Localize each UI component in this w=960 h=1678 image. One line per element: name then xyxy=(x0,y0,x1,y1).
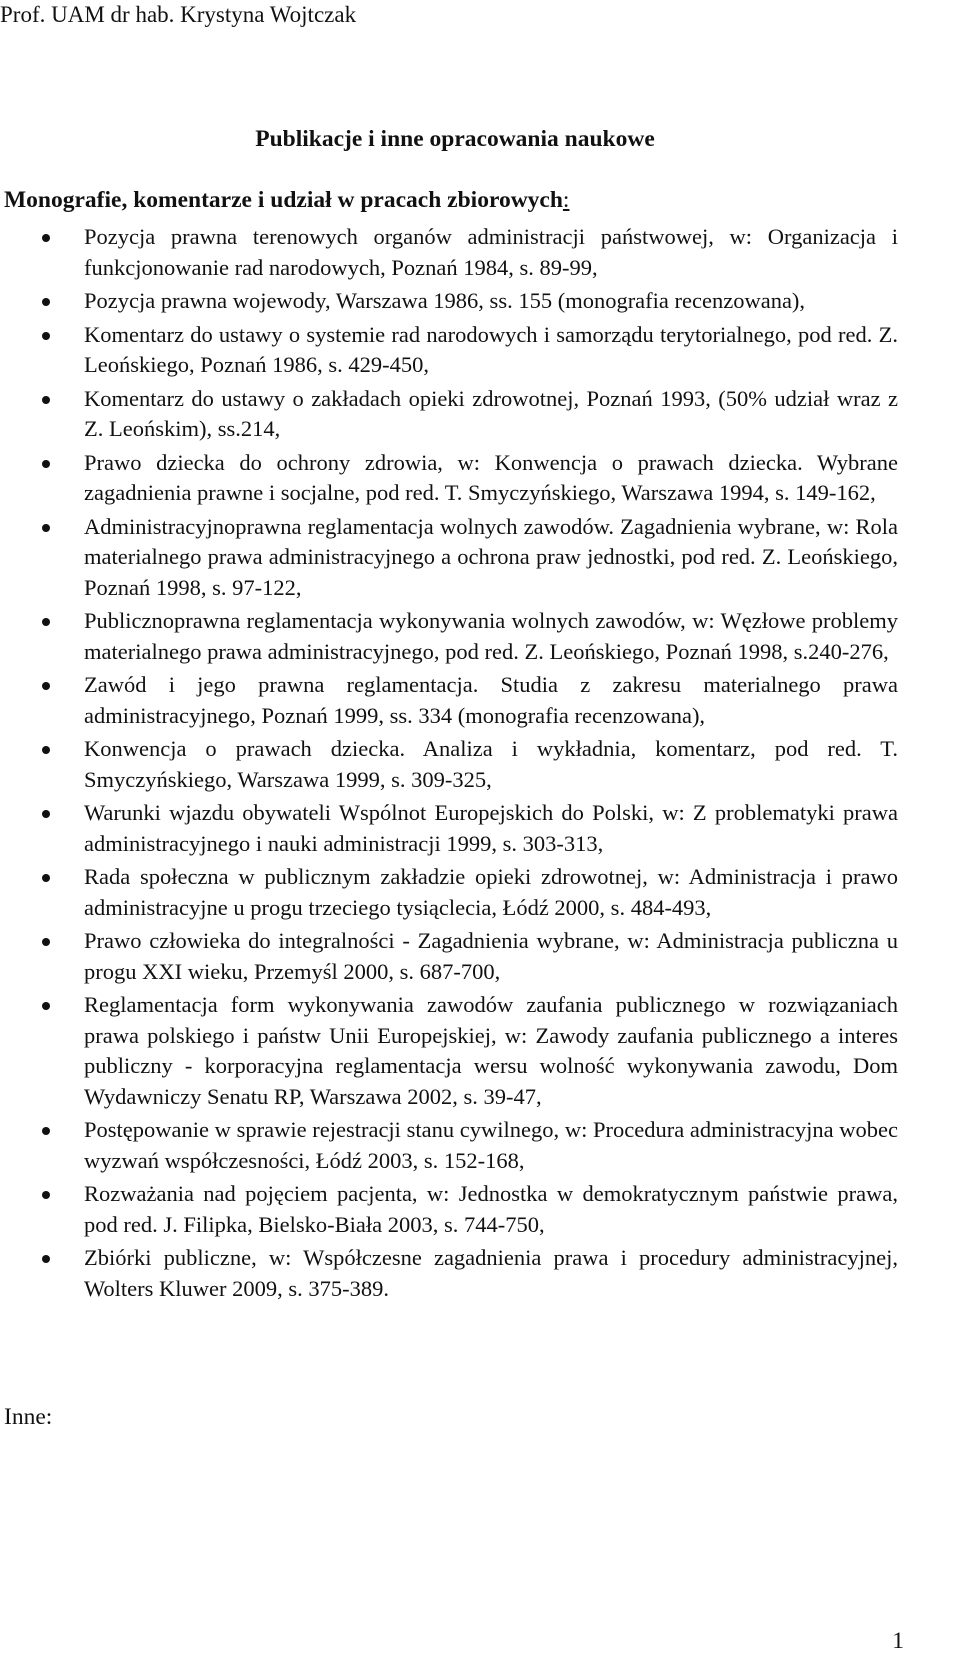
bullet-icon xyxy=(42,332,50,340)
bullet-icon xyxy=(42,1127,50,1135)
list-item xyxy=(0,1115,898,1176)
bullet-icon xyxy=(42,524,50,532)
list-item xyxy=(0,286,898,317)
list-item xyxy=(0,798,898,859)
author-header: Prof. UAM dr hab. Krystyna Wojtczak xyxy=(0,2,357,27)
bullet-icon xyxy=(42,810,50,818)
bullet-icon xyxy=(42,874,50,882)
list-item xyxy=(0,862,898,923)
list-item xyxy=(0,448,898,509)
list-item xyxy=(0,222,898,283)
publication-text: Prawo dziecka do ochrony zdrowia, w: Konwencja o prawach dziecka. Wybrane zagadnienia prawne i socjalne, pod red. T. Smyczyńskiego, Warszawa 1994, s. 149-162, xyxy=(84,449,898,505)
publication-text: Zbiórki publiczne, w: Współczesne zagadnienia prawa i procedury administracyjnej, Wolters Kluwer 2009, s. 375-389. xyxy=(84,1245,898,1301)
list-item xyxy=(0,1243,898,1304)
bullet-icon xyxy=(42,298,50,306)
section-heading-text: Monografie, komentarze i udział w pracach zbiorowych xyxy=(4,187,563,213)
publication-text: Pozycja prawna terenowych organów administracji państwowej, w: Organizacja i funkcjonowanie rad narodowych, Poznań 1984, s. 89-99, xyxy=(84,224,898,280)
publication-text: Administracyjnoprawna reglamentacja wolnych zawodów. Zagadnienia wybrane, w: Rola materialnego prawa administracyjnego a ochrona praw jednostki, pod red. Z. Leońskiego, Poznań 1998, s. 97-122, xyxy=(84,513,898,600)
publication-text: Prawo człowieka do integralności - Zagadnienia wybrane, w: Administracja publiczna u progu XXI wieku, Przemyśl 2000, s. 687-700, xyxy=(84,928,898,984)
section-heading-inne: Inne: xyxy=(4,1404,53,1430)
bullet-icon xyxy=(42,460,50,468)
document-title: Publikacje i inne opracowania naukowe xyxy=(255,126,655,152)
bullet-icon xyxy=(42,234,50,242)
list-item xyxy=(0,320,898,381)
list-item xyxy=(0,384,898,445)
bullet-icon xyxy=(42,938,50,946)
list-item xyxy=(0,926,898,987)
list-item xyxy=(0,990,898,1112)
bullet-icon xyxy=(42,396,50,404)
publication-text: Komentarz do ustawy o zakładach opieki zdrowotnej, Poznań 1993, (50% udział wraz z Z. Leońskim), ss.214, xyxy=(84,385,898,441)
publication-text: Rozważania nad pojęciem pacjenta, w: Jednostka w demokratycznym państwie prawa, pod red. J. Filipka, Bielsko-Biała 2003, s. 744-750, xyxy=(84,1181,898,1237)
publication-text: Postępowanie w sprawie rejestracji stanu cywilnego, w: Procedura administracyjna wobec wyzwań współczesności, Łódź 2003, s. 152-168, xyxy=(84,1117,898,1173)
publication-text: Komentarz do ustawy o systemie rad narodowych i samorządu terytorialnego, pod red. Z. Leońskiego, Poznań 1986, s. 429-450, xyxy=(84,321,898,377)
publication-list xyxy=(0,222,960,1307)
bullet-icon xyxy=(42,682,50,690)
publication-text: Konwencja o prawach dziecka. Analiza i wykładnia, komentarz, pod red. T. Smyczyńskiego, Warszawa 1999, s. 309-325, xyxy=(84,736,898,792)
bullet-icon xyxy=(42,618,50,626)
list-item xyxy=(0,606,898,667)
list-item xyxy=(0,1179,898,1240)
bullet-icon xyxy=(42,746,50,754)
publication-text: Rada społeczna w publicznym zakładzie opieki zdrowotnej, w: Administracja i prawo administracyjne u progu trzeciego tysiąclecia, Łódź 2000, s. 484-493, xyxy=(84,864,898,920)
list-item xyxy=(0,670,898,731)
list-item xyxy=(0,512,898,604)
section-heading-monografie xyxy=(4,185,569,215)
publication-text: Publicznoprawna reglamentacja wykonywania wolnych zawodów, w: Węzłowe problemy materialnego prawa administracyjnego, pod red. Z. Leońskiego, Poznań 1998, s.240-276, xyxy=(84,608,898,664)
bullet-icon xyxy=(42,1002,50,1010)
bullet-icon xyxy=(42,1191,50,1199)
page-number: 1 xyxy=(892,1628,904,1654)
section-heading-colon: : xyxy=(562,187,570,213)
publication-text: Pozycja prawna wojewody, Warszawa 1986, ss. 155 (monografia recenzowana), xyxy=(84,288,806,313)
bullet-icon xyxy=(42,1255,50,1263)
publication-text: Reglamentacja form wykonywania zawodów zaufania publicznego w rozwiązaniach prawa polskiego i państw Unii Europejskiej, w: Zawody zaufania publicznego a interes publiczny - korporacyjna reglamentacja wersu wolność wykonywania zawodu, Dom Wydawniczy Senatu RP, Warszawa 2002, s. 39-47, xyxy=(84,992,898,1109)
list-item xyxy=(0,734,898,795)
publication-text: Zawód i jego prawna reglamentacja. Studia z zakresu materialnego prawa administracyjnego, Poznań 1999, ss. 334 (monografia recenzowana), xyxy=(84,672,898,728)
publication-text: Warunki wjazdu obywateli Wspólnot Europejskich do Polski, w: Z problematyki prawa administracyjnego i nauki administracji 1999, s. 303-313, xyxy=(84,800,898,856)
